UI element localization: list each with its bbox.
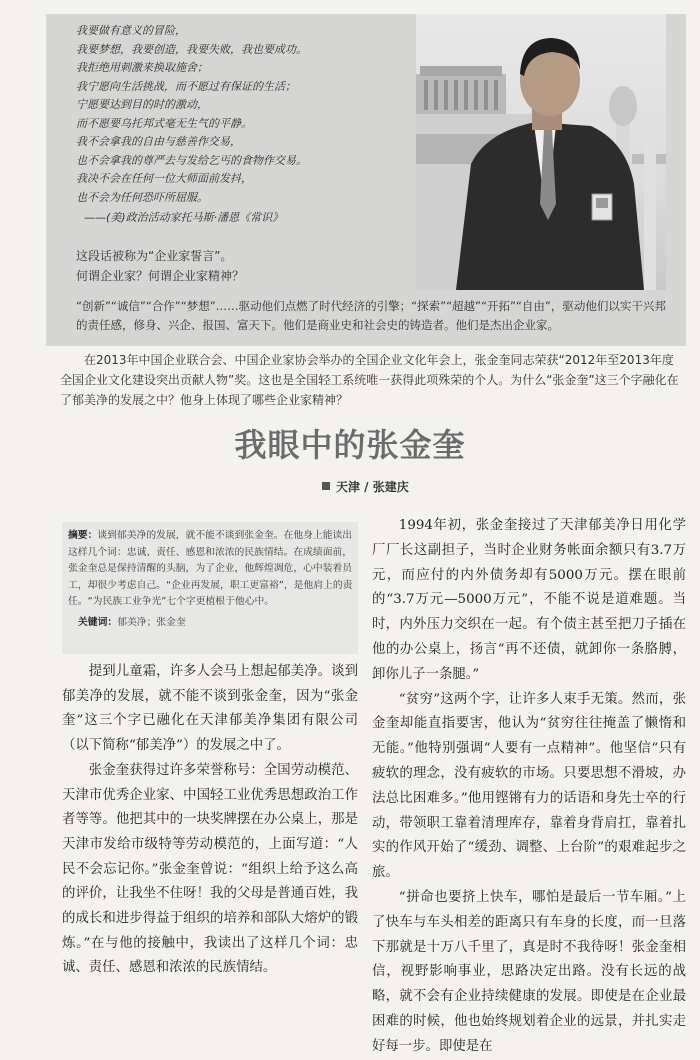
poem-attribution: ——(美)政治活动家托马斯·潘恩《常识》 <box>84 211 284 224</box>
poem-line: 也不会拿我的尊严去与发给乞丐的食物作交易。 <box>76 153 307 167</box>
body-column-left <box>62 660 358 981</box>
poem-line: 我宁愿向生活挑战，而不愿过有保证的生活； <box>76 79 296 93</box>
body-paragraph: 张金奎获得过许多荣誉称号：全国劳动模范、天津市优秀企业家、中国轻工业优秀思想政治工作者等等。他把其中的一块奖牌摆在办公桌上，那是天津市发给市级特等劳动模范的，上面写道：“人民不会忘记你。”张金奎曾说：“组织上给予这么高的评价，让我坐不住呀！我的父母是普通百姓，我的成长和进步得益于组织的培养和部队大熔炉的锻炼。”在与他的接触中，我读出了这样几个词：忠诚、责任、感恩和浓浓的民族情结。 <box>62 762 358 976</box>
abstract-text: 谈到郁美净的发展，就不能不谈到张金奎。在他身上能读出这样几个词：忠诚、责任、感恩和浓浓的民族情结。在成绩面前，张金奎总是保持清醒的头脑，为了企业，他辉煌凋危，心中装着员工，却很少考虑自己。“企业再发展，职工更富裕”，是他肩上的责任。“为民族工业争光”七个字更植根于他心中。 <box>68 530 353 607</box>
poem-block <box>76 22 416 228</box>
byline <box>322 478 409 495</box>
intro-paragraph: 在2013年中国企业联合会、中国企业家协会举办的全国企业文化年会上，张金奎同志荣获“2012年至2013年度全国企业文化建设突出贡献人物”奖。这也是全国轻工系统唯一获得此项殊荣的个人。为什么“张金奎”这三个字融化在了郁美净的发展之中？他身上体现了哪些企业家精神？ <box>60 353 679 407</box>
keywords-row <box>68 615 354 632</box>
keywords-text: 郁美净；张金奎 <box>117 616 186 628</box>
banner-tagline: “创新”“诚信”“合作”“梦想”……驱动他们点燃了时代经济的引擎；“探索”“超越”“开拓”“自由”，驱动他们以实干兴邦的责任感，修身、兴企、报国、富天下。他们是商业史和社会史的铸造者。他们是杰出企业家。 <box>76 299 666 332</box>
banner-question <box>76 246 244 286</box>
poem-line: 我不会拿我的自由与慈善作交易， <box>76 135 241 148</box>
body-paragraph: 1994年初，张金奎接过了天津郁美净日用化学厂厂长这副担子，当时企业财务帐面余额只有3.7万元，而应付的内外债务却有5000万元。摆在眼前的“3.7万元—5000万元”，不能不说是道难题。当时，内外压力交织在一起。有个债主甚至把刀子插在他的办公桌上，扬言“再不还债，就卸你一条胳膊，卸你儿子一条腿。” <box>372 518 686 682</box>
banner-question-line: 这段话被称为“企业家誓言”。 <box>76 249 233 263</box>
abstract-box <box>62 522 358 654</box>
body-column-right <box>372 514 686 1060</box>
poem-line: 我决不会在任何一位大师面前发抖， <box>76 172 252 185</box>
poem-line: 我拒绝用刺激来换取施舍； <box>76 61 208 74</box>
body-paragraph: 提到儿童霜，许多人会马上想起郁美净。谈到郁美净的发展，就不能不谈到张金奎，因为“张金奎”这三个字已融化在天津郁美净集团有限公司（以下简称“郁美净”）的发展之中了。 <box>62 664 358 754</box>
portrait-illustration <box>416 14 666 290</box>
body-paragraph: “贫穷”这两个字，让许多人束手无策。然而，张金奎却能直指要害，他认为“贫穷往往掩盖了懒惰和无能。”他特别强调“人要有一点精神”。他坚信“只有疲软的理念，没有疲软的市场。只要思想不滑坡，办法总比困难多。”他用铿锵有力的话语和身先士卒的行动，带领职工靠着清理库存，靠着身背肩扛，靠着扎实的作风开始了“缓劲、调整、上台阶”的艰难起步之旅。 <box>372 691 686 881</box>
article-title: 我眼中的张金奎 <box>234 426 466 464</box>
keywords-label: 关键词： <box>78 616 118 628</box>
poem-line: 也不会为任何恐吓所屈服。 <box>76 190 208 204</box>
abstract-body <box>68 528 354 611</box>
banner-question-line: 何谓企业家？何谓企业家精神？ <box>76 269 245 283</box>
poem-line: 我要做有意义的冒险， <box>76 24 186 37</box>
poem-line: 而不愿要乌托邦式毫无生气的平静。 <box>76 116 252 130</box>
abstract-label: 摘要： <box>68 530 98 541</box>
poem-line: 我要梦想，我要创造，我要失败，我也要成功。 <box>76 42 307 56</box>
portrait-photo <box>416 14 666 290</box>
byline-text: 天津 / 张建庆 <box>336 480 409 494</box>
body-paragraph: “拼命也要挤上快车，哪怕是最后一节车厢。”上了快车与车头相差的距离只有车身的长度，而一旦落下那就是十万八千里了，真是时不我待呀！张金奎相信，视野影响事业，思路决定出路。没有长远的战略，就不会有企业持续健康的发展。即使是在企业最困难的时候，他也始终规划着企业的远景，并扎实走好每一步。即使是在 <box>372 889 686 1054</box>
bullet-square-icon <box>322 482 330 490</box>
poem-line: 宁愿要达到目的时的激动， <box>76 98 208 111</box>
